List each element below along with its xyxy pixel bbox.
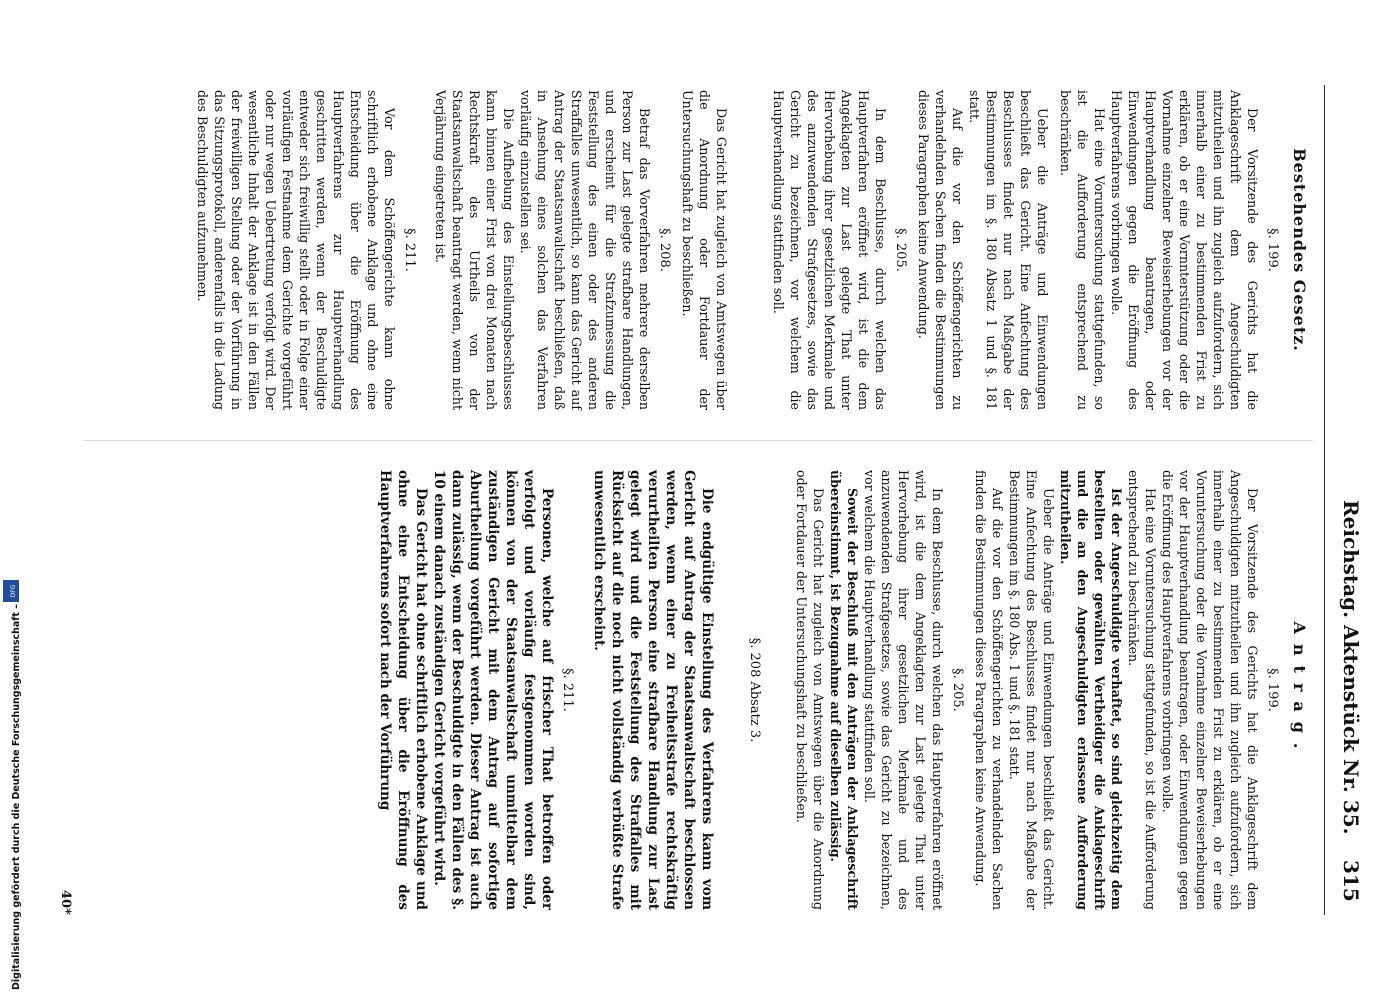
right-column-motion xyxy=(376,470,1308,910)
paragraph: Der Vorsitzende des Gerichts hat die Anklageschrift dem Angeschuldigten mitzutheilen und ihn zugleich aufzufordern, sich innerhalb einer zu bestimmenden Frist zu erklären, ob er eine Vornnterstützung oder die Vornahme einzelner Beweiserhebungen vor der Hauptverhandlung beantragen, oder Einwendungen gegen die Eröffnung des Hauptverfahrens vorbringen wolle. xyxy=(1109,90,1260,410)
section-heading: §. 208. xyxy=(657,228,672,272)
paragraph: Ueber die Anträge und Einwendungen beschließt das Gericht. Eine Anfechtung des Beschlusses findet nur nach Maßgabe der Bestimmungen im §. 180 Absatz 1 und §. 181 statt. xyxy=(967,90,1050,410)
paragraph: Ueber die Anträge und Einwendungen beschließt das Gericht. Eine Anfechtung des Beschlusses findet nur nach Maßgabe der Bestimmungen im §. 180 Abs. 1 und §. 181 statt. xyxy=(1007,470,1056,910)
header-rule xyxy=(1324,85,1325,915)
paragraph: Betraf das Vorverfahren mehrere derselben Person zur Last gelegte strafbare Handlungen, und erscheint für die Strafzumessung die Feststellung des einen oder des anderen Straffalles unwesentlich, so kann das Gericht auf Antrag der Staatsanwaltschaft beschließen, daß in Ansehung eines solchen das Verfahren vorläufig einzustellen sei. xyxy=(518,90,652,410)
paragraph: Das Gericht hat zugleich von Amtswegen über die Anordnung oder Fortdauer der Untersuchungshaft zu beschließen. xyxy=(794,470,826,910)
section-heading: §. 199. xyxy=(1265,228,1280,272)
section-heading: §. 205. xyxy=(893,228,908,272)
paragraph: Vor dem Schöffengerichte kann ohne schriftlich erhobene Anklage und ohne eine Entscheidung über die Eröffnung des Hauptverfahrens zur Hauptverhandlung geschritten werden, wenn der Beschuldigte entweder sich freiwillig stellt oder in Folge einer vorläufigen Festnahme dem Gerichte vorgeführt oder nur wegen Uebertretung verfolgt wird. Der wesentliche Inhalt der Anklage ist in den Fällen der freiwilligen Stellung oder der Vorführung in das Sitzungsprotokoll, anderenfalls in die Ladung des Beschuldigten aufzunehmen. xyxy=(195,90,397,410)
paragraph-bold: Die endgültige Einstellung des Verfahrens kann vom Gericht auf Antrag der Staatsanwaltschaft beschlossen werden, wenn einer zu Freiheitsstrafe rechtskräftig verurtheilten Person eine strafbare Handlung zur Last gelegt wird und die Feststellung des Straffalles mit Rücksicht auf die noch nicht vollständig verbüßte Strafe unwesentlich erscheint. xyxy=(591,470,715,910)
paragraph: Hat eine Voruntersuchung stattgefunden, so ist die Aufforderung entsprechend zu beschränken. xyxy=(1126,470,1158,910)
section-heading: §. 211. xyxy=(560,668,575,712)
section-heading: §. 211. xyxy=(402,228,417,272)
page-number: 315 xyxy=(1339,860,1363,902)
paragraph: Auf die vor den Schöffengerichten zu verhandelnden Sachen finden die Bestimmungen dieses Paragraphen keine Anwendung. xyxy=(916,90,965,410)
digitization-credit-text: Digitalisierung gefördert durch die Deutsche Forschungsgemeinschaft – xyxy=(11,603,22,990)
digitization-credit xyxy=(0,584,22,1000)
paragraph: Der Vorsitzende des Gerichts hat die Anklageschrift dem Angeschuldigten mitzutheilen und ihn zugleich aufzufordern, sich innerhalb einer zu bestimmenden Frist zu erklären, ob er eine Voruntersuchung oder die Vornahme einzelner Beweiserhebungen vor der Hauptverhandlung beantragen, oder Einwendungen gegen die Eröffnung des Hauptverfahrens vorbringen wolle. xyxy=(1160,470,1260,910)
right-column-title: Antrag. xyxy=(1290,621,1309,759)
section-reference: §. 208 Absatz 3. xyxy=(747,637,762,743)
paragraph: Das Gericht hat zugleich von Amtswegen über die Anordnung oder Fortdauer der Untersuchungshaft zu beschließen. xyxy=(680,90,729,410)
left-column-existing-law xyxy=(194,90,1308,410)
paragraph: In dem Beschlusse, durch welchen das Hauptverfahren eröffnet wird, ist die dem Angeklagten zur Last gelegte That unter Hervorhebung ihrer gesetzlichen Merkmale und des anzuwendenden Strafgesetzes, sowie das Gericht zu bezeichnen, vor welchem die Hauptverhandlung stattfinden soll. xyxy=(862,470,945,910)
paragraph-bold: Soweit der Beschluß mit den Anträgen der Anklageschrift übereinstimmt, ist Bezugnahme auf dieselben zulässig. xyxy=(828,470,860,910)
paragraph-bold: Das Gericht hat ohne schriftlich erhobene Anklage und ohne eine Entscheidung über die Eröffnung des Hauptverfahrens sofort nach der Vorführung xyxy=(377,470,429,910)
paragraph-bold: Ist der Angeschuldigte verhaftet, so sind gleichzeitig dem bestellten oder gewählten Vertheidiger die Anklageschrift und die an den Angeschuldigten erlassene Aufforderung mitzutheilen. xyxy=(1058,470,1124,910)
dfg-logo-label: DFG xyxy=(10,584,17,598)
footnote-mark: 40* xyxy=(58,890,73,915)
column-divider xyxy=(83,440,1313,441)
dfg-logo xyxy=(3,580,19,606)
paragraph: In dem Beschlusse, durch welchen das Hauptverfahren eröffnet wird, ist die dem Angeklagten zur Last gelegte That unter Hervorhebung ihrer gesetzlichen Merkmale und des anzuwendenden Strafgesetzes, sowie das Gericht zu bezeichnen, vor welchem die Hauptverhandlung stattfinden soll. xyxy=(771,90,888,410)
paragraph: Die Aufhebung des Einstellungsbeschlusses kann binnen einer Frist von drei Monaten nach Rechtskraft des Urtheils von der Staatsanwaltschaft beantragt werden, wenn nicht Verjährung eingetreten ist. xyxy=(433,90,516,410)
section-heading: §. 199. xyxy=(1265,668,1280,712)
running-header: Reichstag. Aktenstück Nr. 35. xyxy=(1339,500,1363,835)
paragraph: Hat eine Voruntersuchung stattgefunden, so ist die Aufforderung entsprechend zu beschränken. xyxy=(1058,90,1107,410)
left-column-title: Bestehendes Gesetz. xyxy=(1290,148,1309,352)
section-heading: §. 205. xyxy=(950,668,965,712)
paragraph: Auf die vor den Schöffengerichten zu verhandelnden Sachen finden die Bestimmungen dieses Paragraphen keine Anwendung. xyxy=(973,470,1005,910)
paragraph-bold: Personen, welche auf frischer That betroffen oder verfolgt und vorläufig festgenommen worden sind, können von der Staatsanwaltschaft unmittelbar dem zuständigen Gericht mit dem Antrag auf sofortige Aburtheilung vorgeführt werden. Dieser Antrag ist auch dann zulässig, wenn der Beschuldigte in den Fällen des §. 10 einem danach zuständigen Gericht vorgeführt wird. xyxy=(431,470,555,910)
